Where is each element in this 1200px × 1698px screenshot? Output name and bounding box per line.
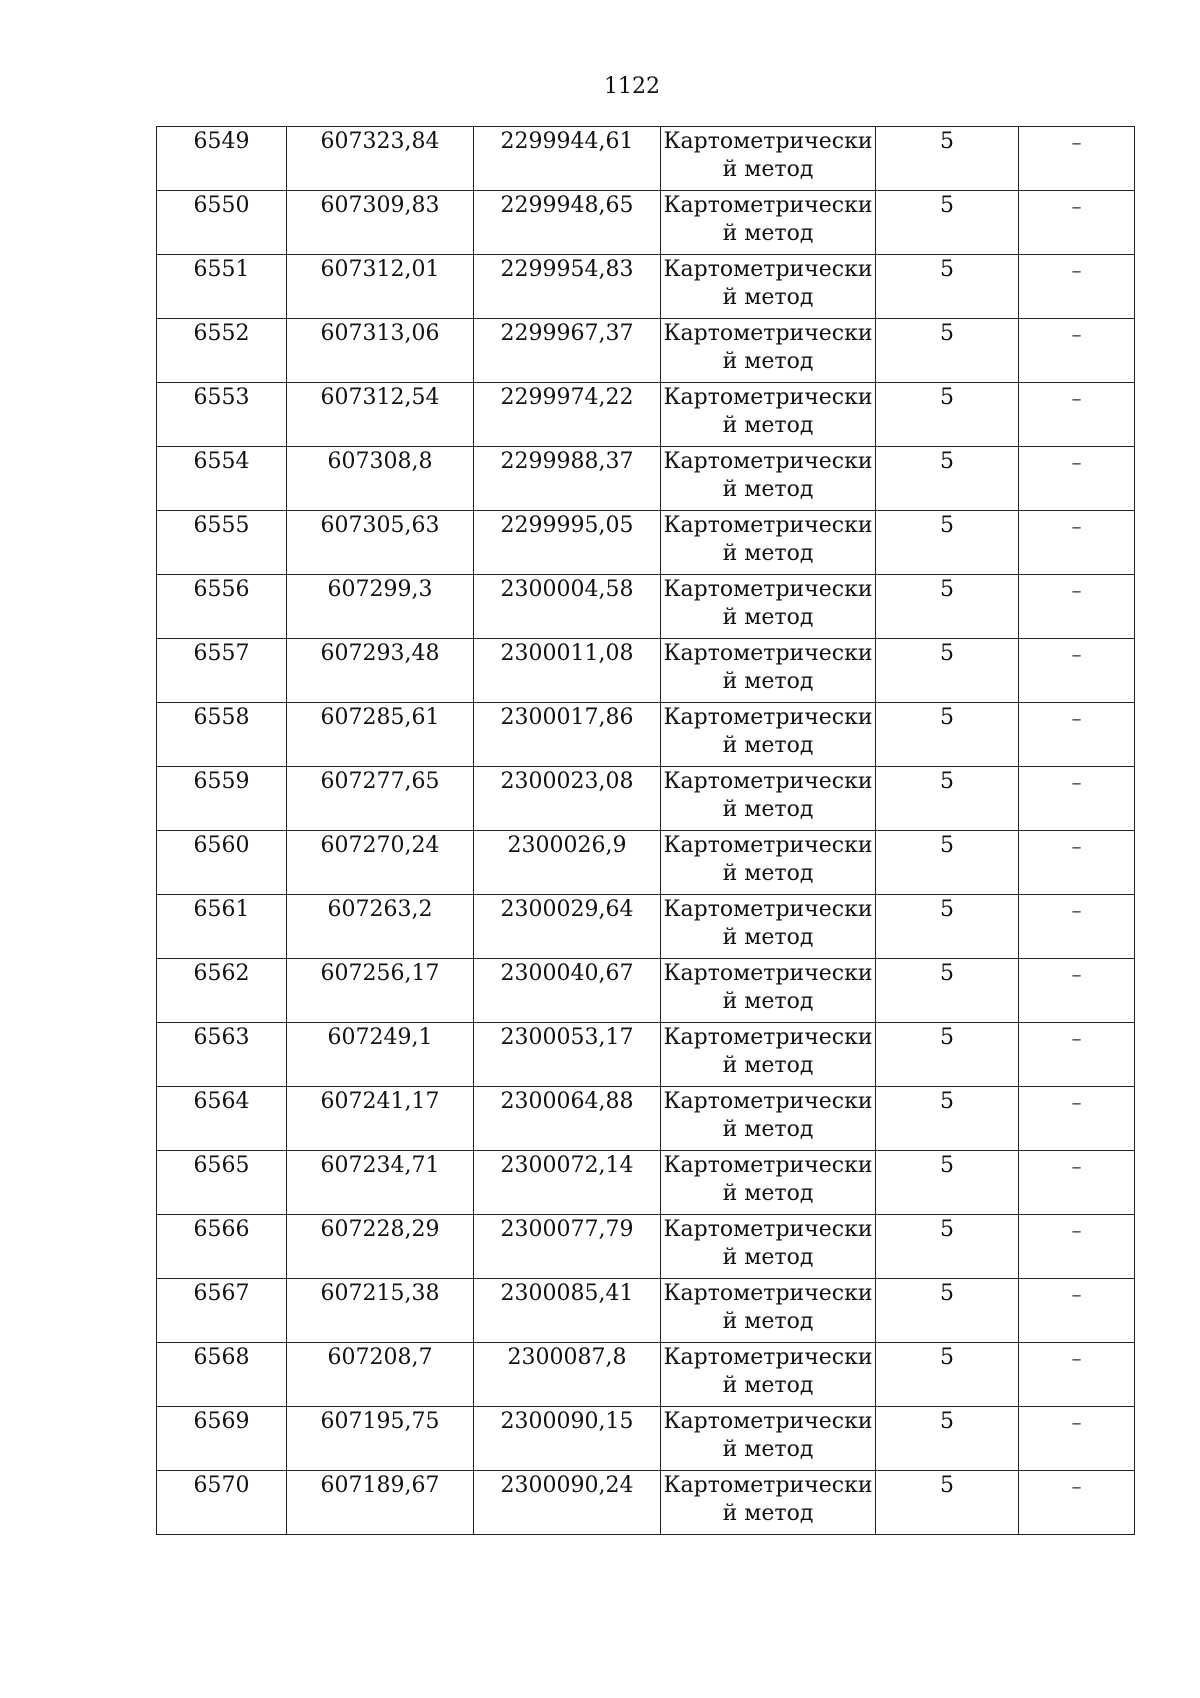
x-coordinate-cell-text: 607215,38 bbox=[320, 1281, 440, 1306]
y-coordinate-cell-text: 2300017,86 bbox=[500, 705, 634, 730]
method-cell bbox=[661, 447, 876, 511]
x-coordinate-cell bbox=[287, 127, 474, 191]
x-coordinate-cell-text: 607234,71 bbox=[320, 1153, 440, 1178]
y-coordinate-cell bbox=[474, 255, 661, 319]
y-coordinate-cell bbox=[474, 1279, 661, 1343]
method-cell bbox=[661, 1215, 876, 1279]
x-coordinate-cell bbox=[287, 959, 474, 1023]
note-cell-text: – bbox=[1071, 1346, 1082, 1370]
note-cell bbox=[1019, 831, 1135, 895]
y-coordinate-cell-text: 2300085,41 bbox=[500, 1281, 634, 1306]
table-row bbox=[157, 575, 1135, 639]
point-number-cell-text: 6558 bbox=[193, 705, 250, 730]
precision-cell bbox=[876, 1087, 1019, 1151]
method-cell bbox=[661, 511, 876, 575]
method-cell-text: Картометрически й метод bbox=[663, 1345, 873, 1398]
y-coordinate-cell-text: 2300087,8 bbox=[507, 1345, 627, 1370]
method-cell-text: Картометрически й метод bbox=[663, 1025, 873, 1078]
point-number-cell-text: 6567 bbox=[193, 1281, 250, 1306]
precision-cell bbox=[876, 959, 1019, 1023]
x-coordinate-cell bbox=[287, 1471, 474, 1535]
method-cell bbox=[661, 703, 876, 767]
method-cell-text: Картометрически й метод bbox=[663, 449, 873, 502]
y-coordinate-cell-text: 2300090,24 bbox=[500, 1473, 634, 1498]
precision-cell-text: 5 bbox=[940, 961, 954, 986]
method-cell-text: Картометрически й метод bbox=[663, 1153, 873, 1206]
y-coordinate-cell bbox=[474, 703, 661, 767]
note-cell-text: – bbox=[1071, 1410, 1082, 1434]
note-cell-text: – bbox=[1071, 898, 1082, 922]
point-number-cell-text: 6554 bbox=[193, 449, 250, 474]
method-cell bbox=[661, 191, 876, 255]
note-cell bbox=[1019, 1215, 1135, 1279]
x-coordinate-cell-text: 607305,63 bbox=[320, 513, 440, 538]
table-row bbox=[157, 1023, 1135, 1087]
point-number-cell bbox=[157, 1151, 287, 1215]
precision-cell bbox=[876, 447, 1019, 511]
page-number: 1122 bbox=[604, 74, 660, 99]
x-coordinate-cell-text: 607208,7 bbox=[327, 1345, 433, 1370]
point-number-cell-text: 6563 bbox=[193, 1025, 250, 1050]
y-coordinate-cell bbox=[474, 447, 661, 511]
point-number-cell-text: 6565 bbox=[193, 1153, 250, 1178]
y-coordinate-cell bbox=[474, 959, 661, 1023]
note-cell-text: – bbox=[1071, 450, 1082, 474]
precision-cell-text: 5 bbox=[940, 769, 954, 794]
y-coordinate-cell-text: 2300023,08 bbox=[500, 769, 634, 794]
precision-cell bbox=[876, 1343, 1019, 1407]
point-number-cell-text: 6552 bbox=[193, 321, 250, 346]
note-cell bbox=[1019, 191, 1135, 255]
method-cell-text: Картометрически й метод bbox=[663, 193, 873, 246]
precision-cell bbox=[876, 575, 1019, 639]
point-number-cell bbox=[157, 511, 287, 575]
table-row bbox=[157, 639, 1135, 703]
point-number-cell bbox=[157, 1023, 287, 1087]
y-coordinate-cell-text: 2300040,67 bbox=[500, 961, 634, 986]
method-cell-text: Картометрически й метод bbox=[663, 257, 873, 310]
note-cell-text: – bbox=[1071, 706, 1082, 730]
method-cell-text: Картометрически й метод bbox=[663, 641, 873, 694]
y-coordinate-cell bbox=[474, 767, 661, 831]
table-row bbox=[157, 767, 1135, 831]
table-row bbox=[157, 127, 1135, 191]
point-number-cell-text: 6556 bbox=[193, 577, 250, 602]
precision-cell-text: 5 bbox=[940, 449, 954, 474]
method-cell bbox=[661, 1023, 876, 1087]
precision-cell bbox=[876, 703, 1019, 767]
precision-cell-text: 5 bbox=[940, 513, 954, 538]
method-cell-text: Картометрически й метод bbox=[663, 513, 873, 566]
x-coordinate-cell bbox=[287, 767, 474, 831]
precision-cell-text: 5 bbox=[940, 1281, 954, 1306]
table-row bbox=[157, 1407, 1135, 1471]
note-cell bbox=[1019, 1471, 1135, 1535]
table-row bbox=[157, 959, 1135, 1023]
precision-cell bbox=[876, 639, 1019, 703]
y-coordinate-cell-text: 2299967,37 bbox=[500, 321, 634, 346]
method-cell-text: Картометрически й метод bbox=[663, 1281, 873, 1334]
note-cell-text: – bbox=[1071, 1026, 1082, 1050]
x-coordinate-cell-text: 607312,01 bbox=[320, 257, 440, 282]
note-cell-text: – bbox=[1071, 1090, 1082, 1114]
point-number-cell bbox=[157, 1279, 287, 1343]
y-coordinate-cell bbox=[474, 1151, 661, 1215]
method-cell-text: Картометрически й метод bbox=[663, 705, 873, 758]
x-coordinate-cell bbox=[287, 511, 474, 575]
table-row bbox=[157, 511, 1135, 575]
y-coordinate-cell-text: 2299988,37 bbox=[500, 449, 634, 474]
y-coordinate-cell-text: 2300029,64 bbox=[500, 897, 634, 922]
precision-cell-text: 5 bbox=[940, 833, 954, 858]
point-number-cell bbox=[157, 767, 287, 831]
method-cell bbox=[661, 1151, 876, 1215]
note-cell bbox=[1019, 127, 1135, 191]
precision-cell-text: 5 bbox=[940, 321, 954, 346]
y-coordinate-cell bbox=[474, 1343, 661, 1407]
y-coordinate-cell-text: 2300011,08 bbox=[500, 641, 634, 666]
y-coordinate-cell bbox=[474, 1471, 661, 1535]
method-cell-text: Картометрически й метод bbox=[663, 1089, 873, 1142]
point-number-cell bbox=[157, 1087, 287, 1151]
note-cell bbox=[1019, 575, 1135, 639]
note-cell-text: – bbox=[1071, 258, 1082, 282]
note-cell-text: – bbox=[1071, 1474, 1082, 1498]
precision-cell bbox=[876, 127, 1019, 191]
table-row bbox=[157, 255, 1135, 319]
table-row bbox=[157, 1215, 1135, 1279]
point-number-cell-text: 6553 bbox=[193, 385, 250, 410]
method-cell bbox=[661, 255, 876, 319]
point-number-cell bbox=[157, 255, 287, 319]
precision-cell bbox=[876, 1215, 1019, 1279]
precision-cell-text: 5 bbox=[940, 257, 954, 282]
note-cell bbox=[1019, 383, 1135, 447]
method-cell-text: Картометрически й метод bbox=[663, 577, 873, 630]
x-coordinate-cell bbox=[287, 1343, 474, 1407]
x-coordinate-cell-text: 607249,1 bbox=[327, 1025, 433, 1050]
precision-cell-text: 5 bbox=[940, 193, 954, 218]
note-cell-text: – bbox=[1071, 962, 1082, 986]
x-coordinate-cell-text: 607285,61 bbox=[320, 705, 440, 730]
method-cell-text: Картометрически й метод bbox=[663, 385, 873, 438]
point-number-cell-text: 6566 bbox=[193, 1217, 250, 1242]
x-coordinate-cell bbox=[287, 1151, 474, 1215]
table-row bbox=[157, 1279, 1135, 1343]
precision-cell-text: 5 bbox=[940, 705, 954, 730]
precision-cell bbox=[876, 831, 1019, 895]
y-coordinate-cell bbox=[474, 639, 661, 703]
point-number-cell bbox=[157, 703, 287, 767]
x-coordinate-cell bbox=[287, 895, 474, 959]
table-row bbox=[157, 1151, 1135, 1215]
y-coordinate-cell-text: 2299948,65 bbox=[500, 193, 634, 218]
table-row bbox=[157, 703, 1135, 767]
x-coordinate-cell bbox=[287, 319, 474, 383]
precision-cell bbox=[876, 1279, 1019, 1343]
y-coordinate-cell bbox=[474, 127, 661, 191]
point-number-cell bbox=[157, 1343, 287, 1407]
precision-cell bbox=[876, 1151, 1019, 1215]
note-cell bbox=[1019, 895, 1135, 959]
y-coordinate-cell-text: 2300004,58 bbox=[500, 577, 634, 602]
x-coordinate-cell-text: 607312,54 bbox=[320, 385, 440, 410]
note-cell-text: – bbox=[1071, 642, 1082, 666]
x-coordinate-cell bbox=[287, 1023, 474, 1087]
x-coordinate-cell bbox=[287, 639, 474, 703]
method-cell bbox=[661, 895, 876, 959]
x-coordinate-cell bbox=[287, 703, 474, 767]
point-number-cell bbox=[157, 1407, 287, 1471]
x-coordinate-cell-text: 607256,17 bbox=[320, 961, 440, 986]
method-cell-text: Картометрически й метод bbox=[663, 1473, 873, 1526]
point-number-cell-text: 6570 bbox=[193, 1473, 250, 1498]
y-coordinate-cell-text: 2299954,83 bbox=[500, 257, 634, 282]
method-cell bbox=[661, 319, 876, 383]
note-cell bbox=[1019, 1023, 1135, 1087]
method-cell-text: Картометрически й метод bbox=[663, 897, 873, 950]
point-number-cell-text: 6551 bbox=[193, 257, 250, 282]
note-cell bbox=[1019, 703, 1135, 767]
point-number-cell-text: 6549 bbox=[193, 129, 250, 154]
method-cell-text: Картометрически й метод bbox=[663, 129, 873, 182]
method-cell-text: Картометрически й метод bbox=[663, 321, 873, 374]
method-cell bbox=[661, 767, 876, 831]
x-coordinate-cell bbox=[287, 1279, 474, 1343]
y-coordinate-cell bbox=[474, 383, 661, 447]
note-cell bbox=[1019, 511, 1135, 575]
precision-cell bbox=[876, 319, 1019, 383]
y-coordinate-cell-text: 2299995,05 bbox=[500, 513, 634, 538]
x-coordinate-cell bbox=[287, 831, 474, 895]
y-coordinate-cell-text: 2300026,9 bbox=[507, 833, 627, 858]
point-number-cell bbox=[157, 575, 287, 639]
note-cell bbox=[1019, 639, 1135, 703]
note-cell bbox=[1019, 1279, 1135, 1343]
note-cell-text: – bbox=[1071, 834, 1082, 858]
precision-cell-text: 5 bbox=[940, 385, 954, 410]
note-cell-text: – bbox=[1071, 130, 1082, 154]
note-cell bbox=[1019, 447, 1135, 511]
y-coordinate-cell-text: 2300077,79 bbox=[500, 1217, 634, 1242]
y-coordinate-cell bbox=[474, 1407, 661, 1471]
precision-cell-text: 5 bbox=[940, 641, 954, 666]
note-cell-text: – bbox=[1071, 770, 1082, 794]
x-coordinate-cell bbox=[287, 191, 474, 255]
y-coordinate-cell bbox=[474, 511, 661, 575]
method-cell-text: Картометрически й метод bbox=[663, 769, 873, 822]
precision-cell bbox=[876, 1023, 1019, 1087]
point-number-cell-text: 6561 bbox=[193, 897, 250, 922]
method-cell bbox=[661, 127, 876, 191]
precision-cell-text: 5 bbox=[940, 1345, 954, 1370]
note-cell-text: – bbox=[1071, 386, 1082, 410]
method-cell bbox=[661, 831, 876, 895]
method-cell bbox=[661, 1407, 876, 1471]
table-row bbox=[157, 383, 1135, 447]
x-coordinate-cell-text: 607308,8 bbox=[327, 449, 433, 474]
method-cell bbox=[661, 1471, 876, 1535]
note-cell-text: – bbox=[1071, 1154, 1082, 1178]
note-cell-text: – bbox=[1071, 322, 1082, 346]
table-row bbox=[157, 447, 1135, 511]
precision-cell bbox=[876, 511, 1019, 575]
y-coordinate-cell-text: 2300090,15 bbox=[500, 1409, 634, 1434]
y-coordinate-cell-text: 2300053,17 bbox=[500, 1025, 634, 1050]
precision-cell-text: 5 bbox=[940, 1089, 954, 1114]
y-coordinate-cell bbox=[474, 1215, 661, 1279]
precision-cell-text: 5 bbox=[940, 577, 954, 602]
precision-cell-text: 5 bbox=[940, 1473, 954, 1498]
point-number-cell-text: 6562 bbox=[193, 961, 250, 986]
table-row bbox=[157, 1087, 1135, 1151]
point-number-cell-text: 6557 bbox=[193, 641, 250, 666]
x-coordinate-cell-text: 607293,48 bbox=[320, 641, 440, 666]
method-cell-text: Картометрически й метод bbox=[663, 961, 873, 1014]
point-number-cell-text: 6564 bbox=[193, 1089, 250, 1114]
point-number-cell bbox=[157, 383, 287, 447]
note-cell bbox=[1019, 319, 1135, 383]
precision-cell bbox=[876, 255, 1019, 319]
method-cell bbox=[661, 959, 876, 1023]
point-number-cell-text: 6550 bbox=[193, 193, 250, 218]
method-cell bbox=[661, 575, 876, 639]
precision-cell bbox=[876, 191, 1019, 255]
precision-cell bbox=[876, 895, 1019, 959]
x-coordinate-cell bbox=[287, 1407, 474, 1471]
y-coordinate-cell bbox=[474, 191, 661, 255]
point-number-cell-text: 6559 bbox=[193, 769, 250, 794]
table-row bbox=[157, 191, 1135, 255]
note-cell bbox=[1019, 1087, 1135, 1151]
method-cell-text: Картометрически й метод bbox=[663, 1217, 873, 1270]
point-number-cell bbox=[157, 1215, 287, 1279]
x-coordinate-cell-text: 607195,75 bbox=[320, 1409, 440, 1434]
note-cell bbox=[1019, 1343, 1135, 1407]
x-coordinate-cell bbox=[287, 1087, 474, 1151]
x-coordinate-cell bbox=[287, 447, 474, 511]
method-cell bbox=[661, 383, 876, 447]
x-coordinate-cell-text: 607299,3 bbox=[327, 577, 433, 602]
x-coordinate-cell bbox=[287, 1215, 474, 1279]
x-coordinate-cell-text: 607189,67 bbox=[320, 1473, 440, 1498]
method-cell-text: Картометрически й метод bbox=[663, 1409, 873, 1462]
y-coordinate-cell bbox=[474, 895, 661, 959]
note-cell-text: – bbox=[1071, 578, 1082, 602]
precision-cell-text: 5 bbox=[940, 129, 954, 154]
table-row bbox=[157, 1471, 1135, 1535]
precision-cell bbox=[876, 767, 1019, 831]
precision-cell-text: 5 bbox=[940, 1409, 954, 1434]
method-cell bbox=[661, 639, 876, 703]
precision-cell bbox=[876, 1471, 1019, 1535]
y-coordinate-cell bbox=[474, 1023, 661, 1087]
precision-cell-text: 5 bbox=[940, 1025, 954, 1050]
method-cell bbox=[661, 1279, 876, 1343]
precision-cell-text: 5 bbox=[940, 1217, 954, 1242]
x-coordinate-cell-text: 607263,2 bbox=[327, 897, 433, 922]
note-cell bbox=[1019, 1407, 1135, 1471]
point-number-cell bbox=[157, 895, 287, 959]
x-coordinate-cell bbox=[287, 383, 474, 447]
y-coordinate-cell-text: 2300072,14 bbox=[500, 1153, 634, 1178]
table-row bbox=[157, 319, 1135, 383]
x-coordinate-cell-text: 607270,24 bbox=[320, 833, 440, 858]
note-cell-text: – bbox=[1071, 194, 1082, 218]
point-number-cell bbox=[157, 1471, 287, 1535]
precision-cell bbox=[876, 383, 1019, 447]
point-number-cell bbox=[157, 959, 287, 1023]
y-coordinate-cell bbox=[474, 831, 661, 895]
precision-cell-text: 5 bbox=[940, 897, 954, 922]
point-number-cell bbox=[157, 127, 287, 191]
point-number-cell bbox=[157, 639, 287, 703]
y-coordinate-cell bbox=[474, 319, 661, 383]
table-row bbox=[157, 1343, 1135, 1407]
point-number-cell-text: 6569 bbox=[193, 1409, 250, 1434]
x-coordinate-cell-text: 607323,84 bbox=[320, 129, 440, 154]
x-coordinate-cell-text: 607228,29 bbox=[320, 1217, 440, 1242]
method-cell-text: Картометрически й метод bbox=[663, 833, 873, 886]
precision-cell-text: 5 bbox=[940, 1153, 954, 1178]
x-coordinate-cell-text: 607309,83 bbox=[320, 193, 440, 218]
x-coordinate-cell bbox=[287, 255, 474, 319]
table-row bbox=[157, 895, 1135, 959]
method-cell bbox=[661, 1343, 876, 1407]
note-cell-text: – bbox=[1071, 514, 1082, 538]
y-coordinate-cell-text: 2299944,61 bbox=[500, 129, 634, 154]
note-cell bbox=[1019, 959, 1135, 1023]
note-cell bbox=[1019, 1151, 1135, 1215]
y-coordinate-cell bbox=[474, 1087, 661, 1151]
note-cell bbox=[1019, 767, 1135, 831]
x-coordinate-cell-text: 607241,17 bbox=[320, 1089, 440, 1114]
note-cell bbox=[1019, 255, 1135, 319]
coordinates-table bbox=[156, 126, 1135, 1535]
point-number-cell bbox=[157, 447, 287, 511]
table-body bbox=[157, 127, 1135, 1535]
x-coordinate-cell-text: 607313,06 bbox=[320, 321, 440, 346]
method-cell bbox=[661, 1087, 876, 1151]
note-cell-text: – bbox=[1071, 1282, 1082, 1306]
point-number-cell-text: 6555 bbox=[193, 513, 250, 538]
note-cell-text: – bbox=[1071, 1218, 1082, 1242]
y-coordinate-cell-text: 2299974,22 bbox=[500, 385, 634, 410]
point-number-cell bbox=[157, 319, 287, 383]
precision-cell bbox=[876, 1407, 1019, 1471]
point-number-cell-text: 6560 bbox=[193, 833, 250, 858]
y-coordinate-cell bbox=[474, 575, 661, 639]
point-number-cell bbox=[157, 831, 287, 895]
x-coordinate-cell-text: 607277,65 bbox=[320, 769, 440, 794]
table-row bbox=[157, 831, 1135, 895]
x-coordinate-cell bbox=[287, 575, 474, 639]
point-number-cell-text: 6568 bbox=[193, 1345, 250, 1370]
y-coordinate-cell-text: 2300064,88 bbox=[500, 1089, 634, 1114]
point-number-cell bbox=[157, 191, 287, 255]
